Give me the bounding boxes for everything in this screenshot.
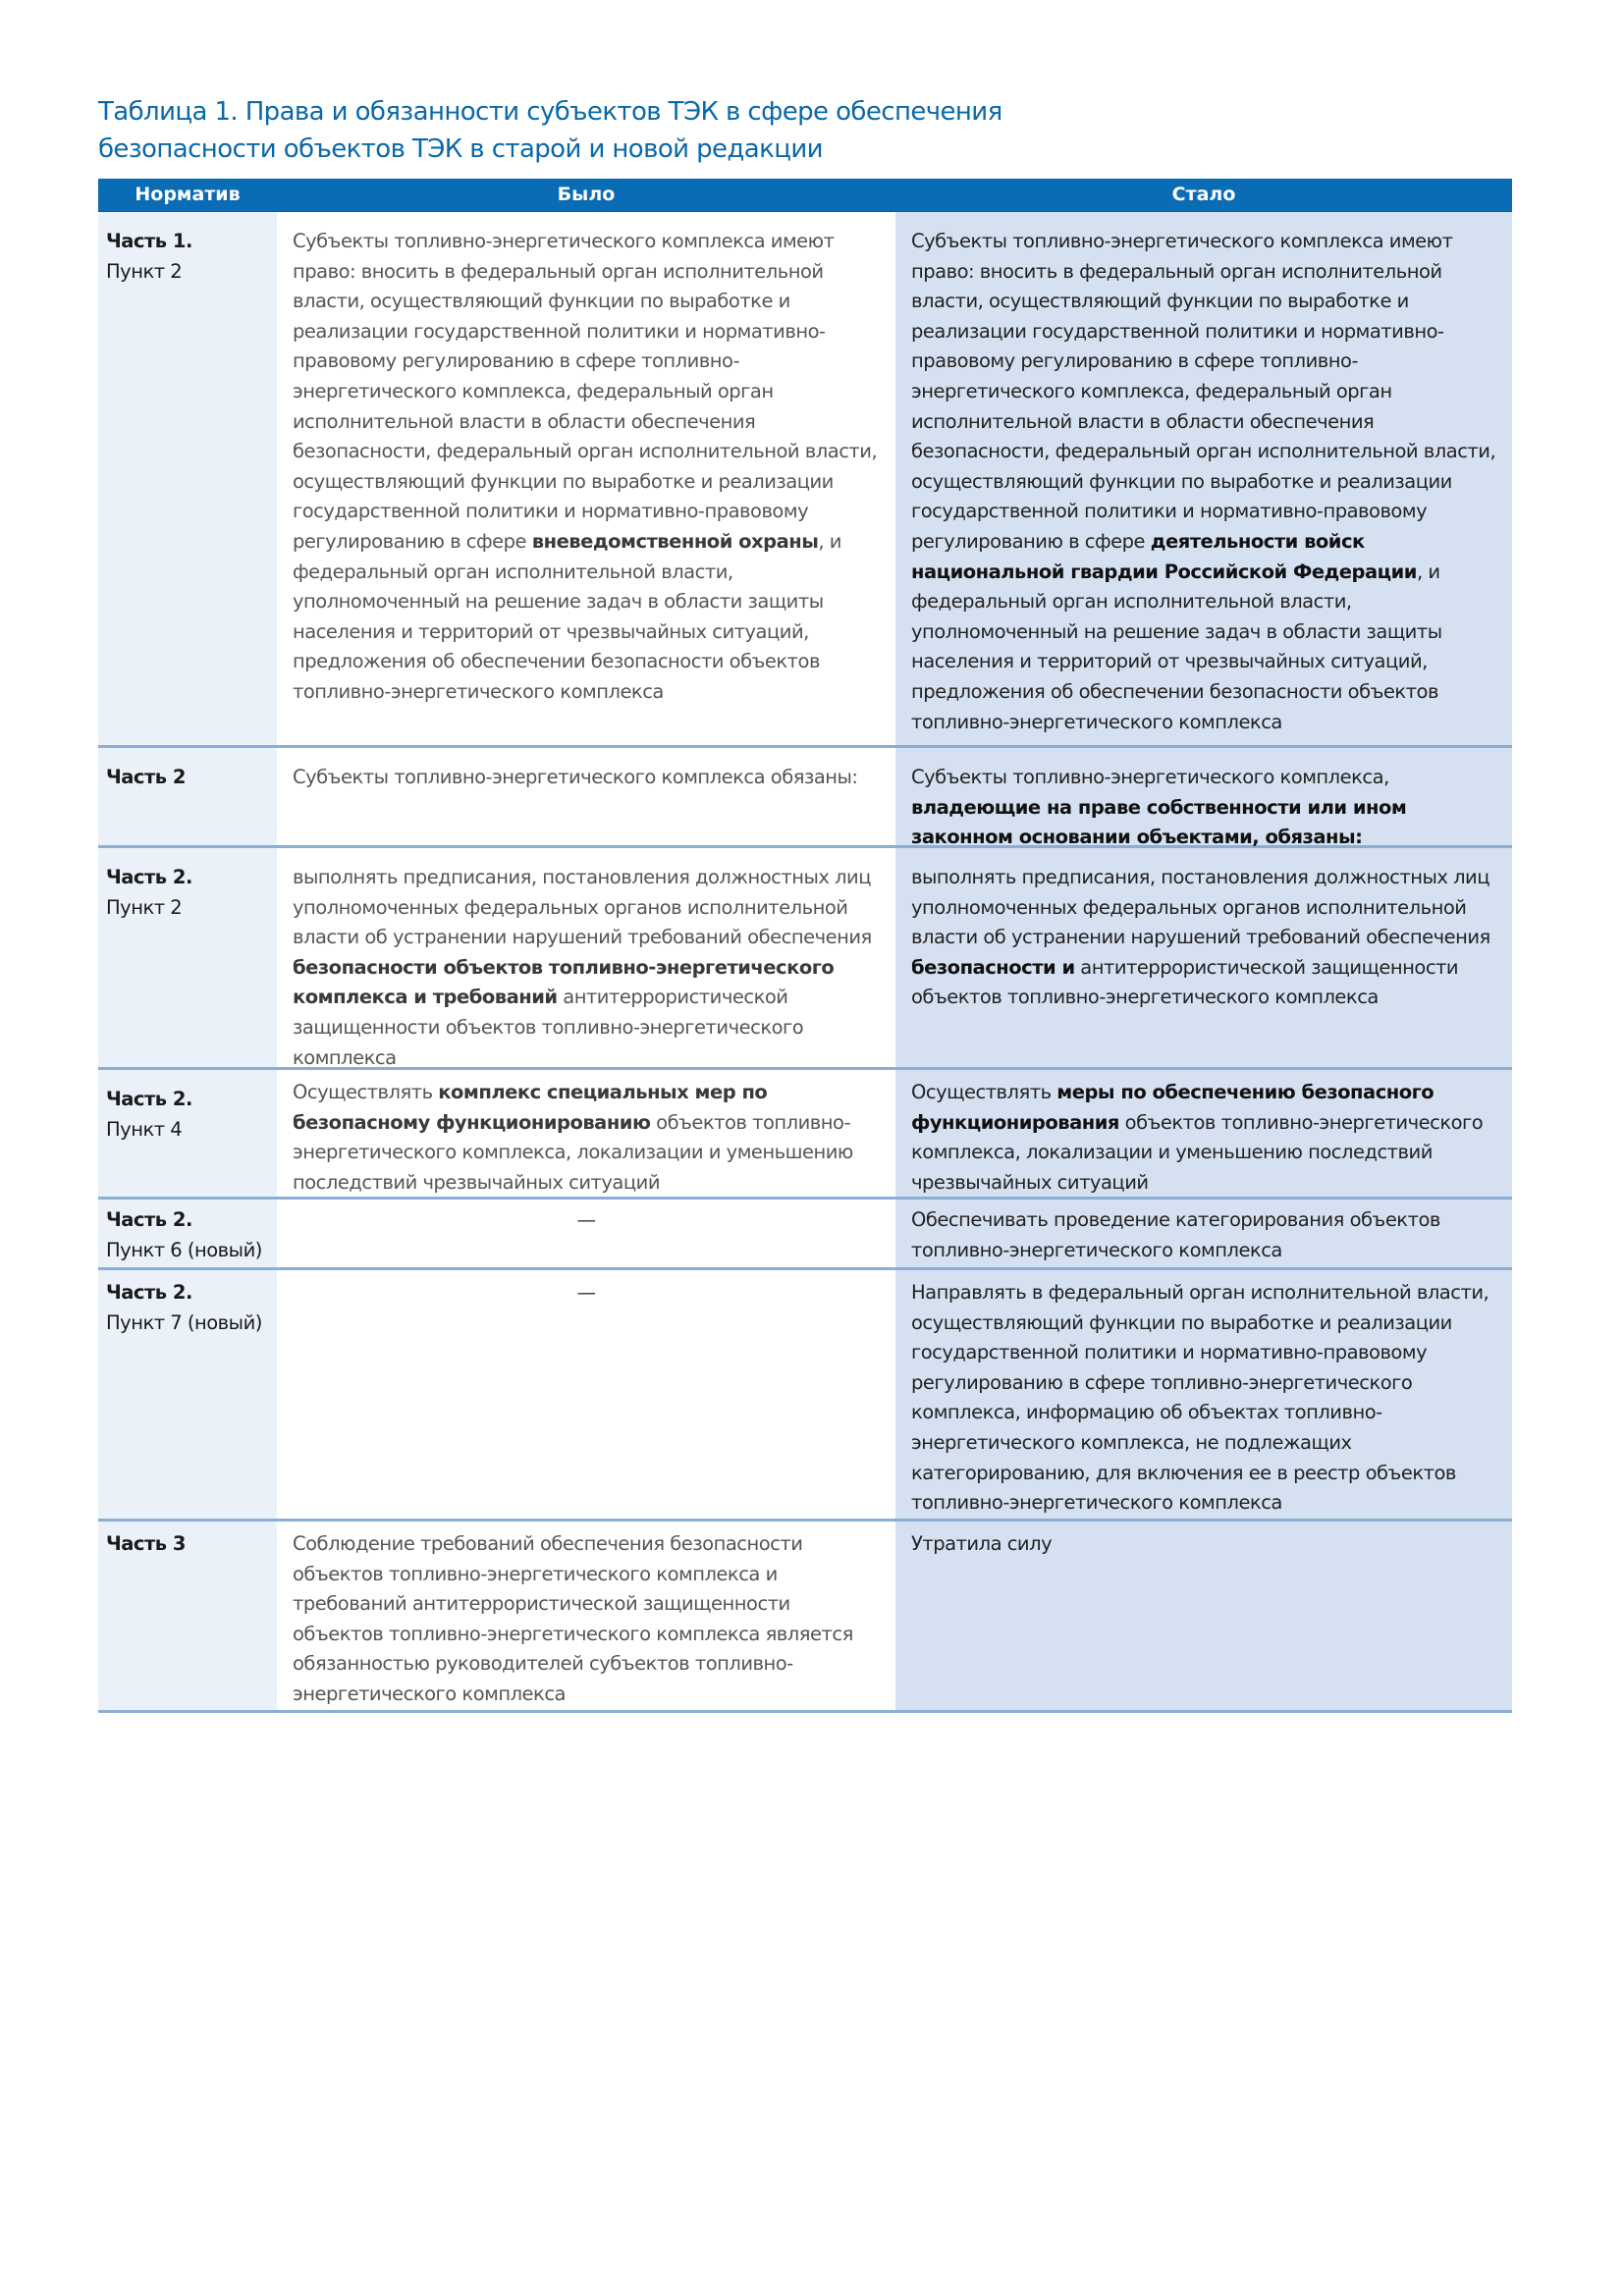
old-text-cell <box>277 1270 895 1519</box>
norm-cell <box>98 1200 277 1267</box>
norm-part: Часть 1. <box>106 230 192 252</box>
norm-cell <box>98 212 277 745</box>
new-text-cell <box>895 1070 1512 1197</box>
norm-cell <box>98 1522 277 1710</box>
norm-part: Часть 2. <box>106 1088 192 1110</box>
comparison-table <box>98 179 1512 1713</box>
new-text: Направлять в федеральный орган исполнительной власти, осуществляющий функции по выработке и реализации государственной политики и нормативно-правовому регулированию в сфере топливно-энергетического комплекса, информацию об объектах топливно-энергетического комплекса, не подлежащих категорированию, для включения ее в реестр объектов топливно-энергетического комплекса <box>911 1281 1489 1515</box>
header-new: Стало <box>1171 184 1236 205</box>
table-row <box>98 212 1512 748</box>
old-text-post: , и федеральный орган исполнительной власти, уполномоченный на решение задач в области защиты населения и территорий от чрезвычайных ситуаций, предложения об обеспечении безопасности объектов топливно-энергетического комплекса <box>293 529 841 703</box>
new-text-post: объектов топливно-энергетического комплекса, локализации и уменьшению последствий чрезвычайных ситуаций <box>911 1110 1484 1194</box>
old-text-post: антитеррористической защищенности объектов топливно-энергетического комплекса <box>293 986 804 1069</box>
old-text-cell <box>277 212 895 745</box>
new-text: Субъекты топливно-энергетического комплекса, <box>911 766 1389 788</box>
norm-part: Часть 2 <box>106 766 186 788</box>
old-text: выполнять предписания, постановления должностных лиц уполномоченных федеральных органов исполнительной власти об устранении нарушений требований обеспечения <box>293 866 872 949</box>
norm-cell <box>98 848 277 1067</box>
empty-dash: — <box>576 1208 596 1231</box>
table-header <box>98 179 1512 212</box>
new-text-post: антитеррористической защищенности объектов топливно-энергетического комплекса <box>911 955 1459 1009</box>
norm-cell <box>98 748 277 845</box>
table-row <box>98 748 1512 848</box>
new-text-bold: безопасности и <box>911 955 1075 979</box>
old-text-post: объектов топливно-энергетического комплекса, локализации и уменьшению последствий чрезвычайных ситуаций <box>293 1110 853 1194</box>
old-text: Соблюдение требований обеспечения безопасности объектов топливно-энергетического комплекса и требований антитеррористической защищенности объектов топливно-энергетического комплекса является обязанностью руководителей субъектов топливно-энергетического комплекса <box>293 1532 853 1705</box>
new-text-bold: деятельности войск национальной гвардии Российской Федерации <box>911 529 1417 583</box>
table-title-line-2: безопасности объектов ТЭК в старой и новой редакции <box>98 134 823 164</box>
new-text-cell <box>895 748 1512 849</box>
norm-item: Пункт 2 <box>106 259 183 283</box>
norm-cell <box>98 1270 277 1519</box>
new-text-cell <box>895 212 1512 745</box>
norm-part: Часть 2. <box>106 1281 192 1304</box>
norm-item: Пункт 6 (новый) <box>106 1238 262 1261</box>
new-text-post: , и федеральный орган исполнительной власти, уполномоченный на решение задач в области защиты населения и территорий от чрезвычайных ситуаций, предложения об обеспечении безопасности объектов топливно-энергетического комплекса <box>911 560 1442 733</box>
old-text: Субъекты топливно-энергетического комплекса обязаны: <box>293 766 858 788</box>
new-text-bold: меры по обеспечению безопасного функционирования <box>911 1081 1435 1134</box>
header-norm: Норматив <box>135 184 241 205</box>
old-text-cell <box>277 748 895 845</box>
old-text-cell <box>277 1070 895 1197</box>
norm-item: Пункт 2 <box>106 895 183 919</box>
norm-item: Пункт 4 <box>106 1117 183 1141</box>
table-row <box>98 848 1512 1070</box>
old-text-bold: вневедомственной охраны <box>531 529 819 553</box>
norm-item: Пункт 7 (новый) <box>106 1310 262 1334</box>
new-text: Утратила силу <box>911 1532 1053 1555</box>
old-text: Осуществлять <box>293 1081 439 1103</box>
new-text-cell <box>895 1522 1512 1710</box>
table-title <box>98 93 1080 168</box>
norm-part: Часть 3 <box>106 1532 186 1555</box>
table-row <box>98 1270 1512 1522</box>
new-text: выполнять предписания, постановления должностных лиц уполномоченных федеральных органов исполнительной власти об устранении нарушений требований обеспечения <box>911 866 1490 949</box>
new-text-cell <box>895 848 1512 1067</box>
new-text-cell <box>895 1200 1512 1267</box>
new-text: Осуществлять <box>911 1081 1057 1103</box>
new-text-bold: владеющие на праве собственности или ином законном основании объектами, обязаны: <box>911 795 1407 849</box>
norm-cell <box>98 1070 277 1197</box>
old-text-cell <box>277 1200 895 1267</box>
norm-part: Часть 2. <box>106 866 192 888</box>
new-text: Субъекты топливно-энергетического комплекса имеют право: вносить в федеральный орган исполнительной власти, осуществляющий функции по выработке и реализации государственной политики и нормативно-правовому регулированию в сфере топливно-энергетического комплекса, федеральный орган исполнительной власти в области обеспечения безопасности, федеральный орган исполнительной власти, осуществляющий функции по выработке и реализации государственной политики и нормативно-правовому регулированию в сфере <box>911 230 1496 553</box>
old-text: Субъекты топливно-энергетического комплекса имеют право: вносить в федеральный орган исполнительной власти, осуществляющий функции по выработке и реализации государственной политики и нормативно-правовому регулированию в сфере топливно-энергетического комплекса, федеральный орган исполнительной власти в области обеспечения безопасности, федеральный орган исполнительной власти, осуществляющий функции по выработке и реализации государственной политики и нормативно-правовому регулированию в сфере <box>293 230 878 553</box>
table-row <box>98 1522 1512 1713</box>
header-old: Было <box>557 184 616 205</box>
old-text-cell <box>277 1522 895 1710</box>
table-row <box>98 1200 1512 1270</box>
table-title-line-1: Таблица 1. Права и обязанности субъектов ТЭК в сфере обеспечения <box>98 97 1002 127</box>
old-text-bold: безопасности объектов топливно-энергетического комплекса и требований <box>293 955 835 1009</box>
new-text-cell <box>895 1270 1512 1519</box>
norm-part: Часть 2. <box>106 1208 192 1231</box>
empty-dash: — <box>576 1281 596 1304</box>
old-text-bold: комплекс специальных мер по безопасному функционированию <box>293 1081 768 1134</box>
table-row <box>98 1070 1512 1200</box>
old-text-cell <box>277 848 895 1067</box>
new-text: Обеспечивать проведение категорирования объектов топливно-энергетического комплекса <box>911 1208 1440 1261</box>
